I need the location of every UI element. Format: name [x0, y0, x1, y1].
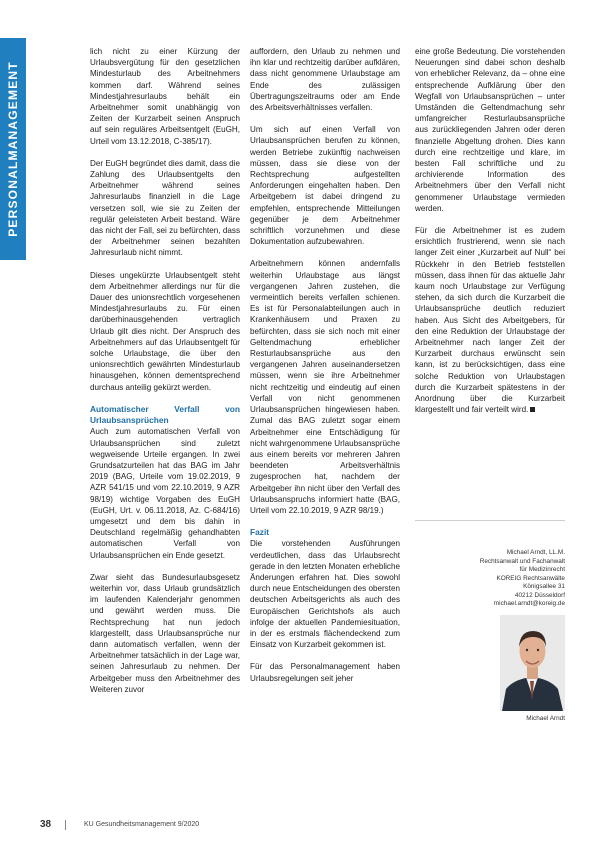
paragraph: Dieses ungekürzte Urlaubsentgelt steht dem Arbeitnehmer allerdings nur für die Dauer des unionsrechtlich vorgesehenen Mindestjahresurlaubs zu. Für einen darüberhinausgehenden vertraglich Urlaub gilt dies nicht. Der Anspruch des Arbeitnehmers auf das Urlaubsentgelt für solche Urlaubstage, die über den unionsrechtlich gewährten Mindesturlaub hinausgehen, können dementsprechend durchaus anteilig gekürzt werden. — [90, 270, 240, 392]
section-heading: Fazit — [250, 527, 270, 538]
page-number: 38 — [40, 819, 52, 830]
text-column-3 — [415, 46, 565, 427]
paragraph: Zwar sieht das Bundesurlaubsgesetz weiterhin vor, dass Urlaub grundsätzlich im laufenden Kalenderjahr genommen und gewährt werden muss. Die Rechtsprechung hat nun jedoch klargestellt, dass Urlaubsansprüche nur dann automatisch verfallen, wenn der Arbeitnehmer tatsächlich in der Lage war, seinen Jahresurlaub zu nehmen. Der Arbeitgeber muss den Arbeitnehmer des Weiteren zuvor — [90, 572, 240, 694]
author-street: Königsallee 31 — [523, 583, 565, 590]
paragraph: auffordern, den Urlaub zu nehmen und ihn klar und rechtzeitig darüber aufklären, dass nicht genommene Urlaubstage am Ende des zulässigen Übertragungszeitraums oder am Ende des Arbeitsverhältnisses verfallen. — [250, 47, 400, 113]
section-tab — [0, 38, 26, 260]
publication-reference: KU Gesundheitsmanagement 9/2020 — [84, 821, 200, 828]
paragraph — [415, 225, 565, 415]
footer-divider — [65, 820, 66, 830]
paragraph: Die vorstehenden Ausführungen verdeutlichen, dass das Urlaubsrecht gerade in den letzten Monaten erhebliche Änderungen erfahren hat. Dies sowohl durch neue Entscheidungen des obersten deutschen Arbeitsgerichts als auch des Europäischen Gerichtshofs als auch infolge der aktuellen Pandemiesituation, in der es erstmals flächendeckend zum Einsatz von Kurzarbeit gekommen ist. — [250, 539, 400, 650]
paragraph-text: Für die Arbeitnehmer ist es zudem ersichtlich frustrierend, wenn sie nach langer Zeit einer „Kurzarbeit auf Null“ bei Rückkehr in den Betrieb feststellen müssen, dass ihnen für das aktuelle Jahr kaum noch Urlaubstage zur Verfügung stehen, da sich durch die Kurzarbeit die Urlaubsansprüche deutlich reduziert haben. Aus Sicht des Arbeitgebers, für den eine Reduktion der Urlaubstage der Arbeitnehmer nach langer Zeit der Kurzarbeit durchaus erwünscht sein kann, ist zu berücksichtigen, dass eine solche Reduktion von Urlaubstagen durch die Kurzarbeit spätestens in der Anordnung über die Kurzarbeit klargestellt und fair verteilt wird. — [415, 226, 565, 415]
paragraph: Auch zum automatischen Verfall von Urlaubsansprüchen sind zuletzt wegweisende Urteile ergangen. In zwei Grundsatzurteilen hat das BAG im Jahr 2019 (BAG, Urteile vom 19.02.2019, 9 AZR 541/15 und vom 22.10.2019, 9 AZR 98/19) wichtige Vorgaben des EuGH (EuGH, Urt. v. 06.11.2018, Az. C‑684/16) umgesetzt und dem bis dahin in Deutschland regelmäßig gehandhabten automatischen Verfall von Urlaubsansprüchen ein Ende gesetzt. — [90, 427, 240, 560]
author-title: für Medizinrecht — [519, 566, 565, 573]
author-photo — [500, 615, 565, 711]
author-email[interactable]: michael.arndt@koreig.de — [493, 600, 565, 607]
article-end-mark-icon — [530, 407, 535, 412]
portrait-image — [500, 615, 565, 711]
paragraph: Arbeitnehmern können andernfalls weiterhin Urlaubstage aus längst vergangenen Jahren zustehen, die vermeintlich bereits verfallen schienen. Es ist für Personalabteilungen auch in Krankenhäusern und Praxen zu befürchten, dass sie sich noch mit einer Geltendmachung erheblicher Resturlaubsansprüche aus den vergangenen Jahren auseinandersetzen müssen, wenn sie ihre Arbeitnehmer nicht rechtzeitig und eindeutig auf einen Verfall von nicht genommenen Urlaubsansprüchen hingewiesen haben. Zumal das BAG zuletzt sogar einem Arbeitnehmer eine Entschädigung für nicht wahrgenommene Urlaubsansprüche aus einem bereits vor mehreren Jahren beendeten Arbeitsverhältnis zugesprochen hat, nachdem der Arbeitgeber ihn nicht über den Verfall des Urlaubsanspruchs informiert hatte (BAG, Urteil vom 22.10.2019, 9 AZR 98/19.) — [250, 259, 400, 515]
paragraph: eine große Bedeutung. Die vorstehenden Neuerungen sind dabei schon deshalb von erheblicher Relevanz, da – ohne eine entsprechende Aufklärung über den Wegfall von Urlaubsansprüchen – unter Umständen die Geltendmachung sehr umfangreicher Resturlaubsansprüche aus zurückliegenden Jahren oder deren finanzielle Abgeltung drohen. Dies kann durch eine rechtzeitige und klare, im besten Fall schriftliche und zu archivierende Information des Arbeitnehmers über den Verfall nicht genommener Urlaubstage vermieden werden. — [415, 47, 565, 213]
paragraph: Um sich auf einen Verfall von Urlaubsansprüchen berufen zu können, werden Betriebe zukünftig nachweisen müssen, dass sie diese von der Rechtsprechung aufgestellten Anforderungen eingehalten haben. Den Arbeitgebern ist dabei dringend zu empfehlen, entsprechende Mitteilungen gegenüber je dem Arbeitnehmer schriftlich vorzunehmen und diese Dokumentation aufzubewahren. — [250, 125, 400, 247]
paragraph: Der EuGH begründet dies damit, dass die Zahlung des Urlaubsentgelts den Arbeitnehmer während seines Jahresurlaubs finanziell in die Lage versetzen soll, wie sie zu Zeiten der regulär geleisteten Arbeit bestand. Wäre das nicht der Fall, sei zu befürchten, dass der Arbeitnehmer seinen bezahlten Jahresurlaub nicht nimmt. — [90, 158, 240, 258]
photo-caption: Michael Arndt — [526, 715, 565, 722]
author-title: Rechtsanwalt und Fachanwalt — [479, 557, 565, 565]
author-info — [415, 520, 565, 609]
text-column-1 — [90, 46, 240, 706]
section-label: PERSONALMANAGEMENT — [6, 61, 20, 237]
section-heading: Automatischer Verfall von Urlaubsansprüchen — [90, 403, 240, 426]
author-city: 40212 Düsseldorf — [514, 591, 565, 599]
paragraph: Für das Personalmanagement haben Urlaubsregelungen seit jeher — [250, 662, 400, 683]
author-firm: KOREIG Rechtsanwälte — [496, 574, 565, 582]
page-footer — [40, 818, 340, 832]
paragraph: lich nicht zu einer Kürzung der Urlaubsvergütung für den gesetzlichen Mindesturlaub des Arbeitnehmers kommen darf. Während seines Mindestjahresurlaubs behält ein Arbeitnehmer somit unabhängig von Zeiten der Kurzarbeit seinen Anspruch auf sein reguläres Arbeitsentgelt (EuGH, Urteil vom 13.12.2018, C‑385/17). — [90, 47, 240, 146]
text-column-2 — [250, 46, 400, 695]
author-name: Michael Arndt, LL.M. — [506, 549, 565, 556]
